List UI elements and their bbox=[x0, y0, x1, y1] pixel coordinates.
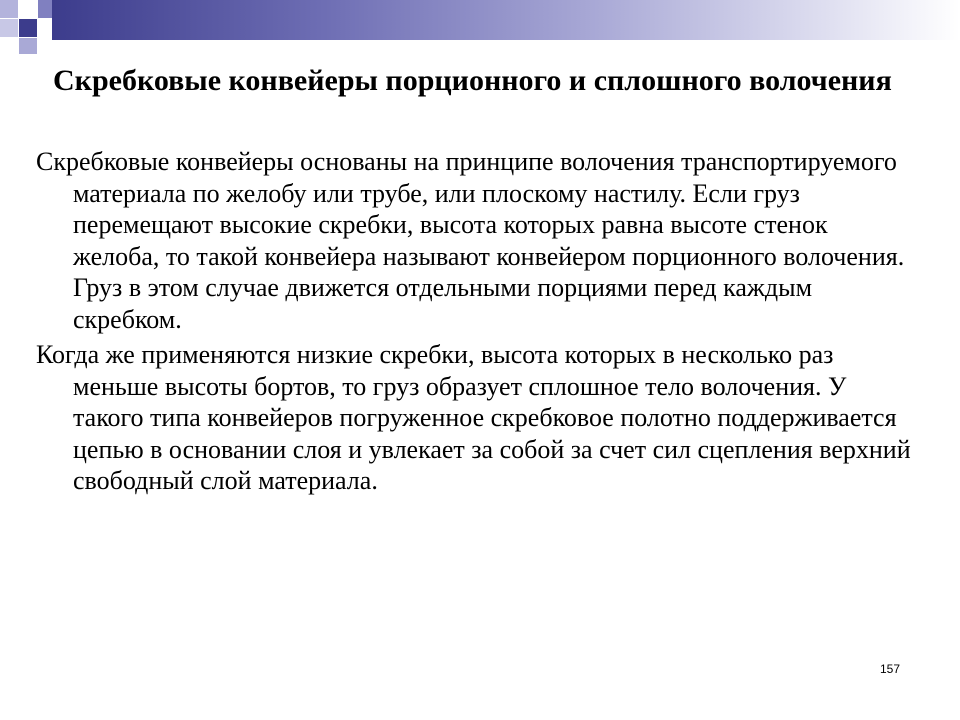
deco-square bbox=[19, 38, 37, 54]
deco-square bbox=[0, 0, 18, 18]
deco-square bbox=[19, 0, 37, 18]
paragraph: Когда же применяются низкие скребки, высота которых в несколько раз меньше высоты бортов, то груз образует сплошное тело волочения. У такого типа конвейеров погруженное скребковое полотно поддерживается цепью в основании слоя и увлекает за собой за счет сил сцепления верхний свободный слой материала. bbox=[36, 340, 911, 495]
deco-square bbox=[0, 19, 18, 37]
deco-square bbox=[19, 19, 37, 37]
header-gradient-bar bbox=[52, 0, 960, 40]
slide-title: Скребковые конвейеры порционного и сплошного волочения bbox=[53, 64, 892, 97]
deco-square bbox=[38, 19, 52, 37]
deco-square bbox=[38, 0, 52, 18]
slide-body bbox=[36, 146, 916, 501]
page-number: 157 bbox=[880, 662, 901, 676]
paragraph: Скребковые конвейеры основаны на принципе волочения транспортируемого материала по желобу или трубе, или плоскому настилу. Если груз перемещают высокие скребки, высота которых равна высоте стенок желоба, то такой конвейера называют конвейером порционного волочения. Груз в этом случае движется отдельными порциями перед каждым скребком. bbox=[36, 147, 905, 334]
